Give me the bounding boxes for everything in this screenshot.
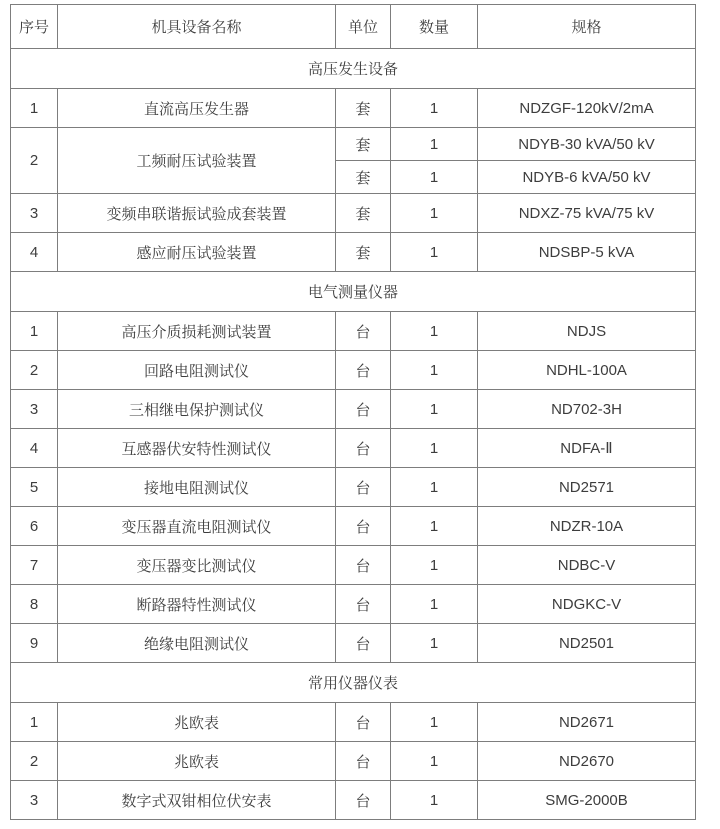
unit-cell: 套 — [336, 161, 391, 194]
spec-cell: NDFA-Ⅱ — [478, 429, 696, 468]
equipment-name-cell: 兆欧表 — [58, 703, 336, 742]
equipment-table — [10, 4, 696, 820]
row-number-cell: 1 — [11, 89, 58, 128]
quantity-cell: 1 — [391, 507, 478, 546]
table-row — [11, 507, 696, 546]
equipment-name-cell: 接地电阻测试仪 — [58, 468, 336, 507]
row-number-cell: 7 — [11, 546, 58, 585]
unit-cell: 套 — [336, 233, 391, 272]
unit-cell: 台 — [336, 429, 391, 468]
unit-cell: 台 — [336, 390, 391, 429]
equipment-name-cell: 变压器直流电阻测试仪 — [58, 507, 336, 546]
unit-cell: 台 — [336, 468, 391, 507]
spec-cell: NDSBP-5 kVA — [478, 233, 696, 272]
equipment-name-cell: 感应耐压试验装置 — [58, 233, 336, 272]
table-row — [11, 194, 696, 233]
row-number-cell: 5 — [11, 468, 58, 507]
unit-cell: 台 — [336, 703, 391, 742]
row-number-cell: 6 — [11, 507, 58, 546]
spec-cell: NDBC-V — [478, 546, 696, 585]
quantity-cell: 1 — [391, 624, 478, 663]
row-number-cell: 9 — [11, 624, 58, 663]
row-number-cell: 8 — [11, 585, 58, 624]
equipment-name-cell: 互感器伏安特性测试仪 — [58, 429, 336, 468]
spec-cell: ND2571 — [478, 468, 696, 507]
quantity-cell: 1 — [391, 194, 478, 233]
unit-cell: 台 — [336, 546, 391, 585]
table-row — [11, 429, 696, 468]
quantity-cell: 1 — [391, 742, 478, 781]
equipment-name-cell: 回路电阻测试仪 — [58, 351, 336, 390]
spec-cell: NDZGF-120kV/2mA — [478, 89, 696, 128]
table-row — [11, 351, 696, 390]
row-number-cell: 3 — [11, 390, 58, 429]
table-row — [11, 546, 696, 585]
unit-cell: 台 — [336, 781, 391, 820]
spec-cell: ND2670 — [478, 742, 696, 781]
spec-cell: NDGKC-V — [478, 585, 696, 624]
spec-cell: NDZR-10A — [478, 507, 696, 546]
table-row — [11, 468, 696, 507]
section-title: 高压发生设备 — [11, 49, 696, 89]
quantity-cell: 1 — [391, 781, 478, 820]
row-number-cell: 2 — [11, 742, 58, 781]
quantity-cell: 1 — [391, 233, 478, 272]
quantity-cell: 1 — [391, 585, 478, 624]
spec-cell: ND2501 — [478, 624, 696, 663]
section-title: 常用仪器仪表 — [11, 663, 696, 703]
column-header-spec: 规格 — [478, 5, 696, 49]
row-number-cell: 4 — [11, 233, 58, 272]
table-row — [11, 703, 696, 742]
section-row — [11, 49, 696, 89]
spec-cell: NDYB-6 kVA/50 kV — [478, 161, 696, 194]
unit-cell: 台 — [336, 351, 391, 390]
section-row — [11, 272, 696, 312]
quantity-cell: 1 — [391, 351, 478, 390]
unit-cell: 台 — [336, 742, 391, 781]
spec-cell: NDHL-100A — [478, 351, 696, 390]
row-number-cell: 1 — [11, 312, 58, 351]
table-row — [11, 128, 696, 161]
quantity-cell: 1 — [391, 312, 478, 351]
unit-cell: 台 — [336, 312, 391, 351]
quantity-cell: 1 — [391, 390, 478, 429]
row-number-cell: 3 — [11, 781, 58, 820]
table-row — [11, 742, 696, 781]
equipment-name-cell: 绝缘电阻测试仪 — [58, 624, 336, 663]
equipment-name-cell: 变压器变比测试仪 — [58, 546, 336, 585]
unit-cell: 套 — [336, 89, 391, 128]
row-number-cell: 4 — [11, 429, 58, 468]
row-number-cell: 1 — [11, 703, 58, 742]
quantity-cell: 1 — [391, 546, 478, 585]
column-header-no: 序号 — [11, 5, 58, 49]
column-header-name: 机具设备名称 — [58, 5, 336, 49]
column-header-unit: 单位 — [336, 5, 391, 49]
spec-cell: ND2671 — [478, 703, 696, 742]
equipment-name-cell: 数字式双钳相位伏安表 — [58, 781, 336, 820]
equipment-name-cell: 工频耐压试验装置 — [58, 128, 336, 194]
unit-cell: 台 — [336, 507, 391, 546]
spec-cell: NDJS — [478, 312, 696, 351]
equipment-name-cell: 断路器特性测试仪 — [58, 585, 336, 624]
column-header-qty: 数量 — [391, 5, 478, 49]
spec-cell: SMG-2000B — [478, 781, 696, 820]
equipment-name-cell: 三相继电保护测试仪 — [58, 390, 336, 429]
equipment-name-cell: 高压介质损耗测试装置 — [58, 312, 336, 351]
unit-cell: 台 — [336, 585, 391, 624]
table-row — [11, 233, 696, 272]
quantity-cell: 1 — [391, 89, 478, 128]
unit-cell: 台 — [336, 624, 391, 663]
equipment-name-cell: 变频串联谐振试验成套装置 — [58, 194, 336, 233]
section-row — [11, 663, 696, 703]
spec-cell: NDXZ-75 kVA/75 kV — [478, 194, 696, 233]
quantity-cell: 1 — [391, 703, 478, 742]
spec-cell: NDYB-30 kVA/50 kV — [478, 128, 696, 161]
table-row — [11, 89, 696, 128]
row-number-cell: 2 — [11, 351, 58, 390]
equipment-name-cell: 直流高压发生器 — [58, 89, 336, 128]
equipment-name-cell: 兆欧表 — [58, 742, 336, 781]
spec-cell: ND702-3H — [478, 390, 696, 429]
quantity-cell: 1 — [391, 429, 478, 468]
unit-cell: 套 — [336, 194, 391, 233]
quantity-cell: 1 — [391, 128, 478, 161]
section-title: 电气测量仪器 — [11, 272, 696, 312]
table-row — [11, 781, 696, 820]
row-number-cell: 2 — [11, 128, 58, 194]
table-row — [11, 390, 696, 429]
table-row — [11, 585, 696, 624]
table-row — [11, 624, 696, 663]
table-header-row — [11, 5, 696, 49]
unit-cell: 套 — [336, 128, 391, 161]
row-number-cell: 3 — [11, 194, 58, 233]
quantity-cell: 1 — [391, 468, 478, 507]
quantity-cell: 1 — [391, 161, 478, 194]
table-row — [11, 312, 696, 351]
